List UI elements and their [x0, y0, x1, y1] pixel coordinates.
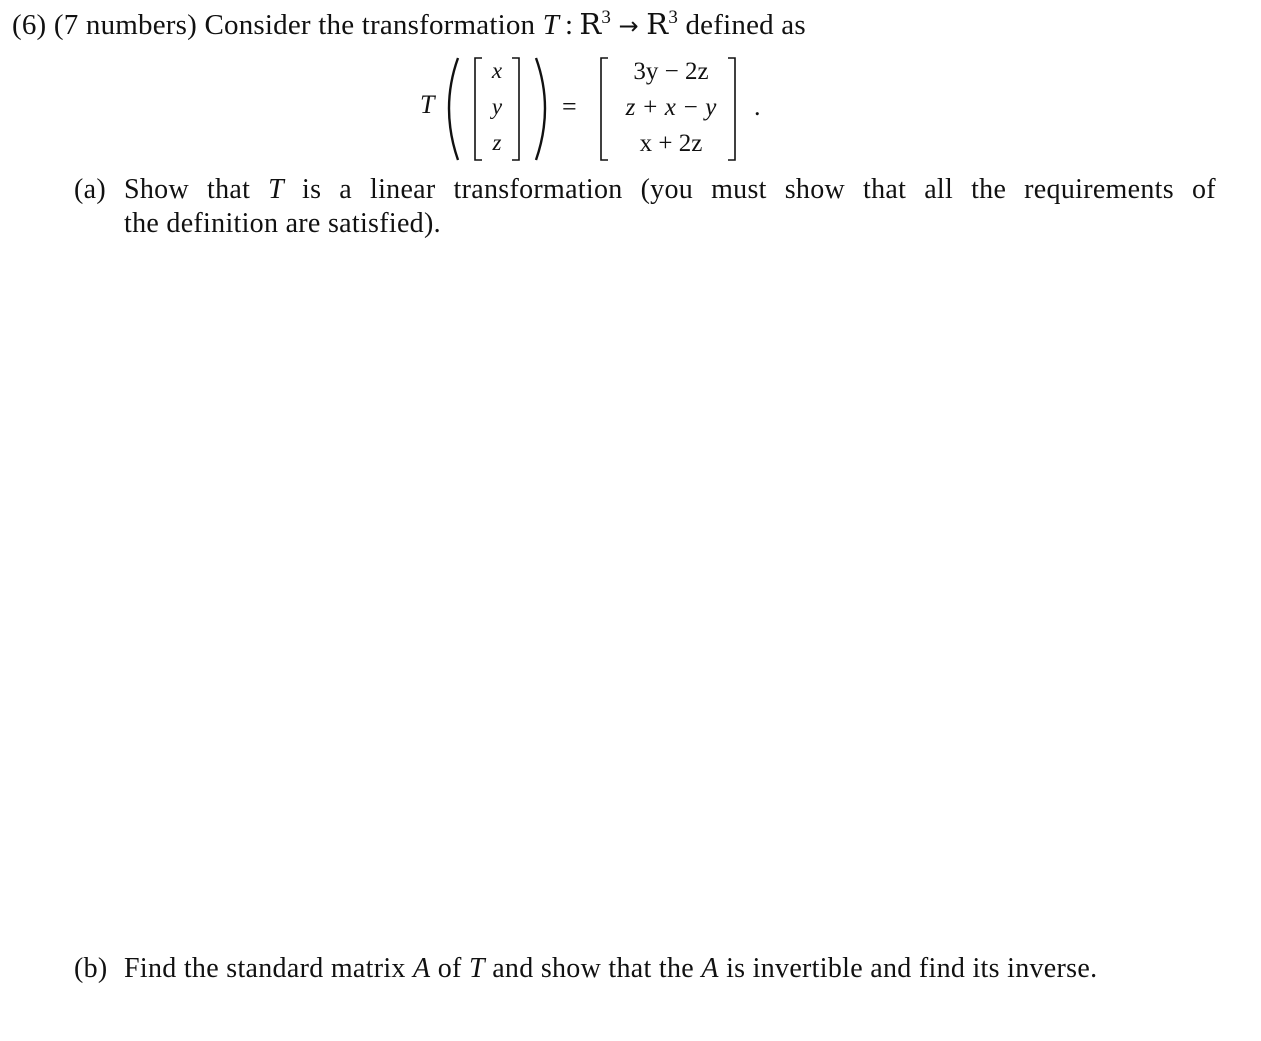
problem-number: (6)	[12, 9, 47, 41]
part-a-word: T	[268, 174, 285, 205]
part-a-label: (a)	[74, 174, 106, 205]
part-a	[74, 173, 1216, 243]
part-b-text: Find the standard matrix A of T and show that the A is invertible and find its inverse.	[124, 953, 1098, 984]
arrow-symbol: →	[618, 12, 639, 40]
problem-heading	[12, 4, 806, 46]
problem-intro: Consider the transformation	[204, 9, 536, 41]
part-a-word: that	[206, 174, 251, 205]
transformation-equation	[0, 52, 1261, 168]
codomain-set: $R^3$	[646, 7, 679, 41]
part-a-word: that	[863, 174, 907, 205]
input-entry-x: x	[491, 58, 503, 83]
part-a-word: show	[784, 174, 846, 205]
part-a-word: requirements	[1024, 174, 1174, 205]
map-symbol: T	[542, 9, 560, 41]
part-a-word: is	[302, 174, 322, 205]
matrix-symbol: A	[413, 953, 431, 984]
output-entry-3: x + 2z	[639, 130, 703, 157]
equals-sign: =	[562, 92, 577, 121]
part-b	[74, 952, 1224, 988]
problem-points: (7 numbers)	[53, 9, 198, 41]
output-entry-2: z + x − y	[625, 94, 717, 121]
part-a-word: of	[1191, 174, 1216, 205]
matrix-symbol: A	[701, 953, 719, 984]
map-colon: :	[565, 9, 574, 41]
part-a-line-2: the definition are satisfied).	[124, 208, 441, 239]
heading-tail: defined as	[685, 9, 806, 41]
part-a-word: (you	[640, 174, 694, 205]
part-a-word: linear	[370, 174, 436, 205]
part-a-word: the	[971, 174, 1007, 205]
part-a-word: a	[339, 174, 353, 205]
input-entry-y: y	[491, 94, 503, 119]
part-a-word: must	[711, 174, 767, 205]
equation-period: .	[754, 92, 761, 121]
output-entry-1: 3y − 2z	[633, 58, 709, 85]
part-a-word: Show	[124, 174, 189, 205]
input-entry-z: z	[492, 130, 502, 155]
part-a-word: all	[924, 174, 954, 205]
part-a-word: transformation	[453, 174, 623, 205]
part-a-line-1	[124, 173, 1216, 207]
domain-set: $R^3$	[579, 7, 612, 41]
transformation-symbol: T	[469, 953, 485, 984]
function-symbol: T	[420, 90, 435, 119]
part-b-label: (b)	[74, 953, 108, 984]
